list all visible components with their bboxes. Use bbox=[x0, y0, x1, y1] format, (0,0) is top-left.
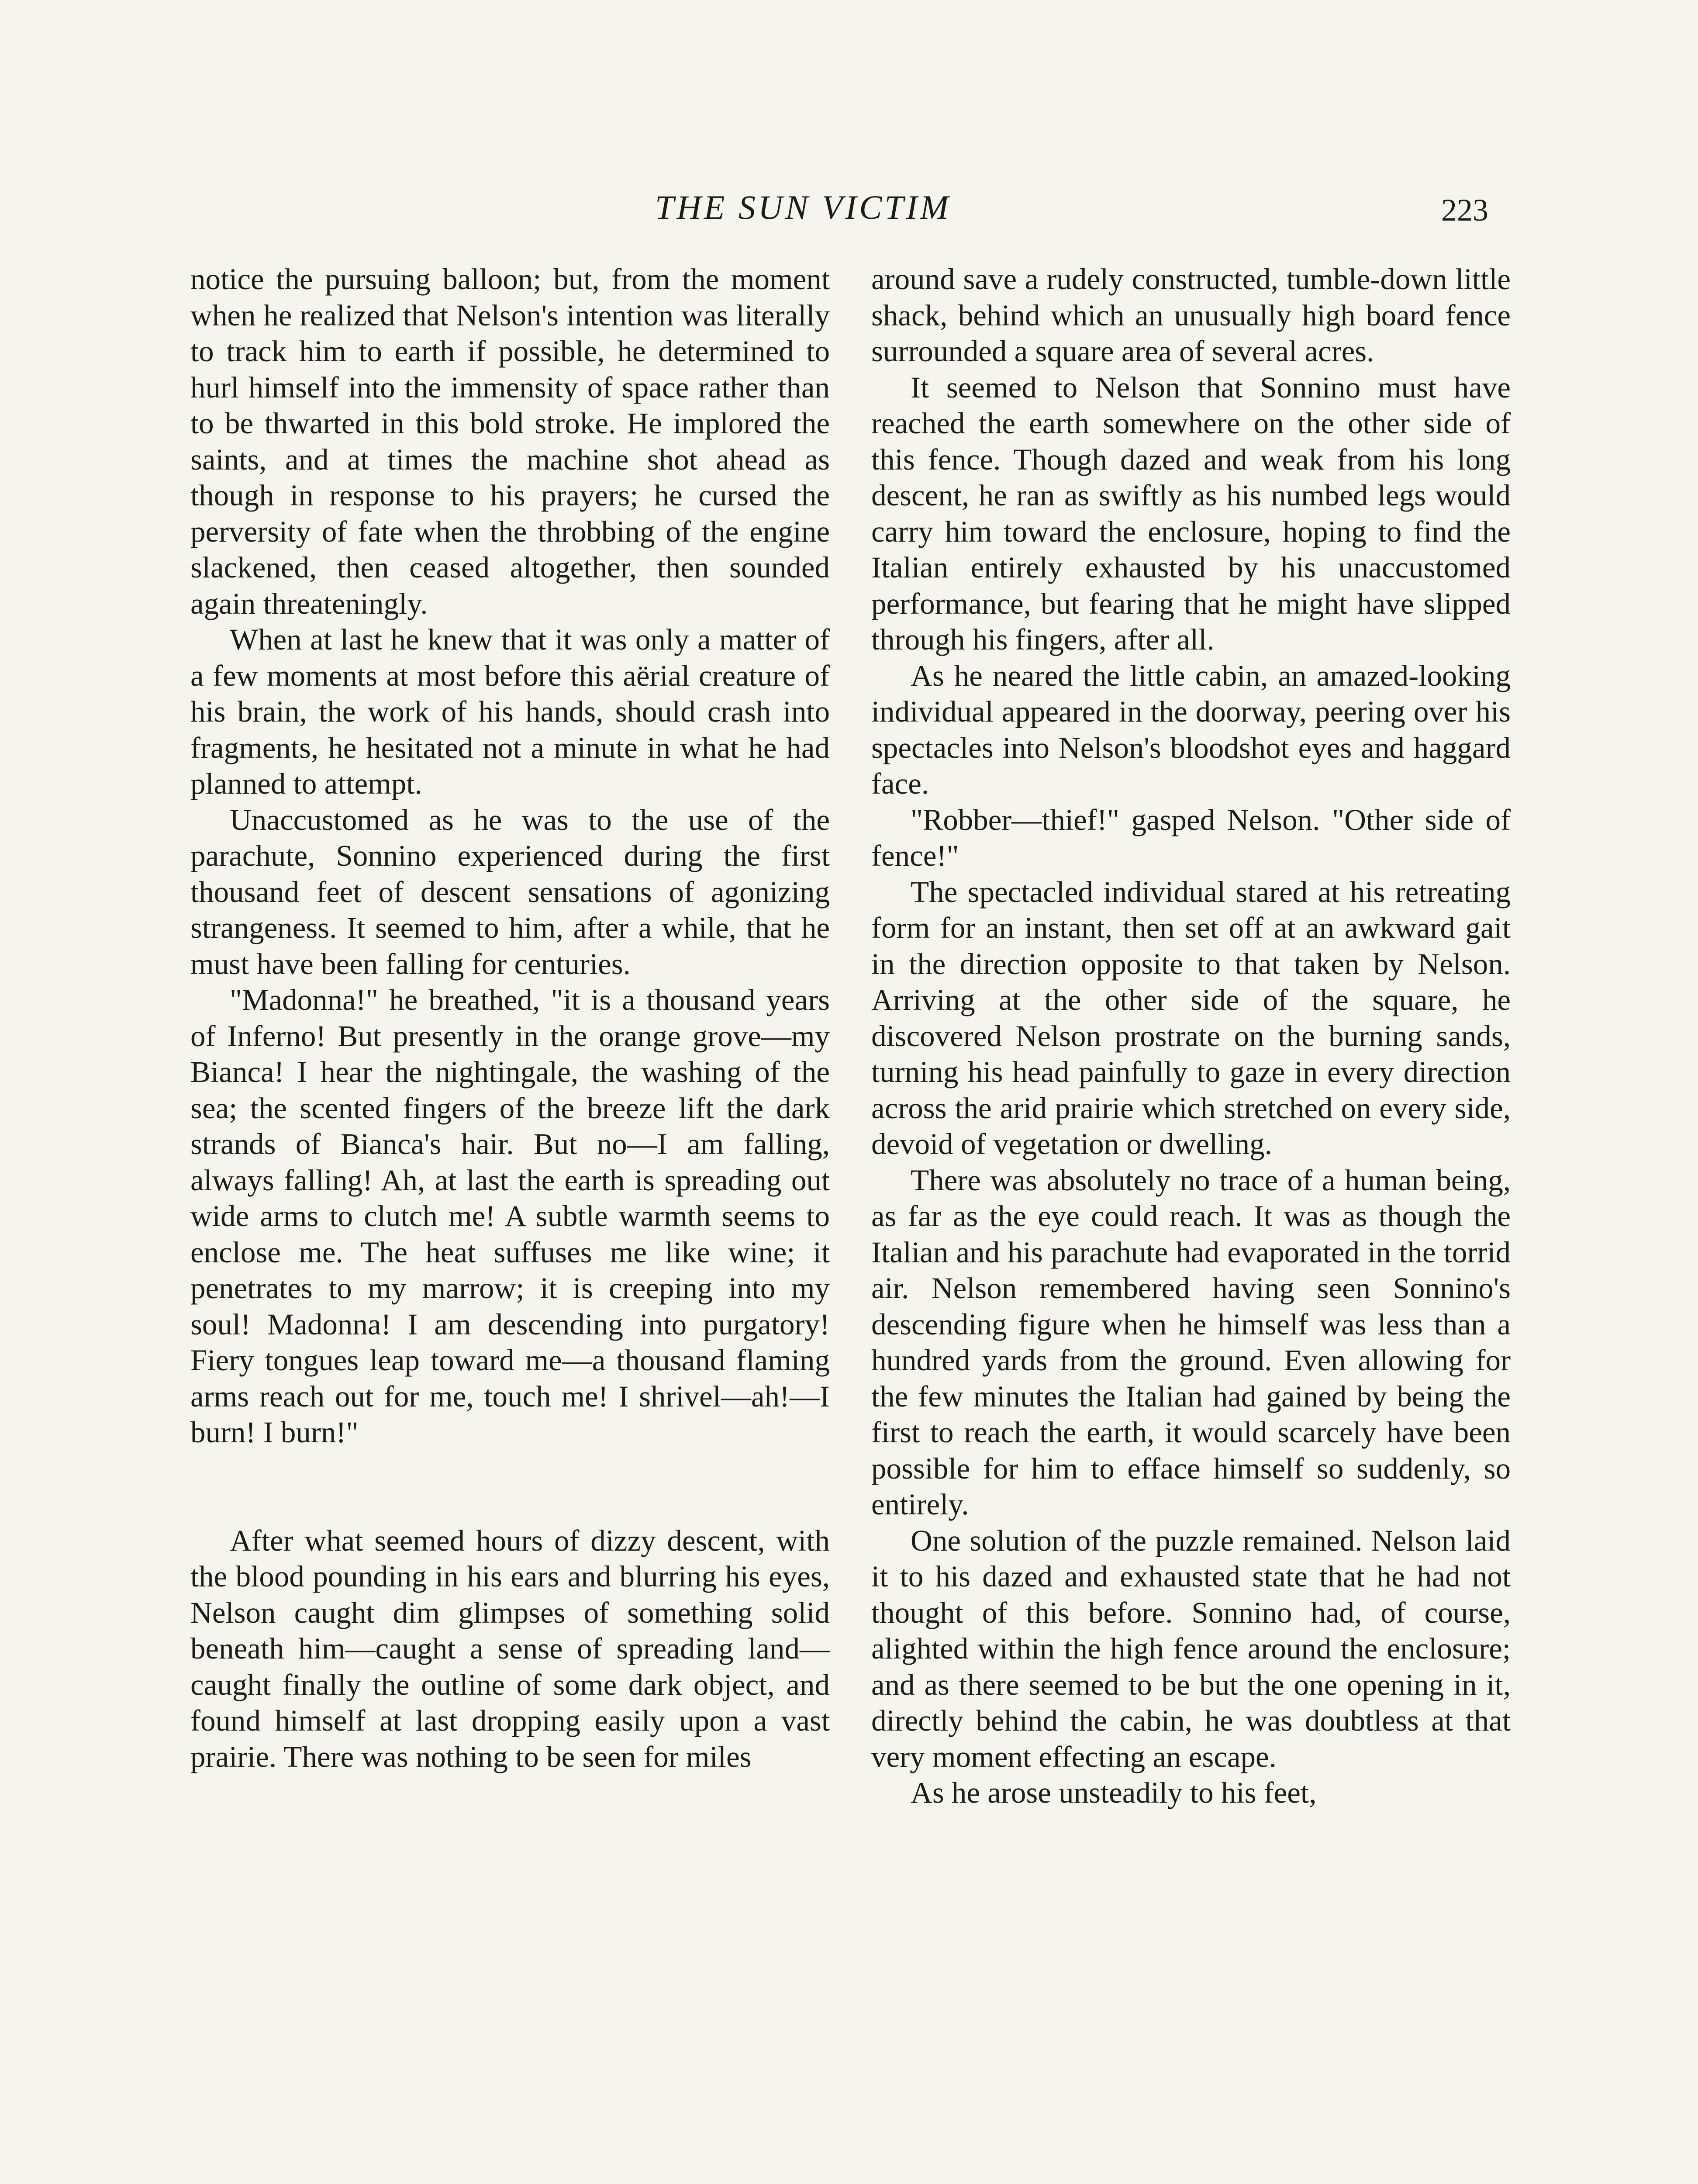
paragraph: As he arose unsteadily to his feet, bbox=[911, 1776, 1317, 1809]
paragraph: "Madonna!" he breathed, "it is a thousand years of Inferno! But presently in the orange grove—my Bianca! I hear the nightingale, the washing of the sea; the scented fingers of the breeze lift the dark strands of Bianca's hair. But no—I am falling, always falling! Ah, at last the earth is spreading out wide arms to clutch me! A subtle warmth seems to enclose me. The heat suffuses me like wine; it penetrates to my marrow; it is creeping into my soul! Madonna! I am descending into purgatory! Fiery tongues leap toward me—a thousand flaming arms reach out for me, touch me! I shrivel—ah!—I burn! I burn!" bbox=[190, 983, 830, 1449]
paragraph: As he neared the little cabin, an amazed-looking individual appeared in the doorway, peering over his spectacles into Nelson's bloodshot eyes and haggard face. bbox=[871, 659, 1511, 800]
paragraph: It seemed to Nelson that Sonnino must have reached the earth somewhere on the other side of this fence. Though dazed and weak from his long descent, he ran as swiftly as his numbed legs would carry him toward the enclosure, hoping to find the Italian entirely exhausted by his unaccustomed performance, but fearing that he might have slipped through his fingers, after all. bbox=[871, 370, 1511, 656]
paragraph: "Robber—thief!" gasped Nelson. "Other side of fence!" bbox=[871, 803, 1511, 872]
paragraph: After what seemed hours of dizzy descent, with the blood pounding in his ears and blurring his eyes, Nelson caught dim glimpses of something solid beneath him—caught a sense of spreading land—caught finally the outline of some dark object, and found himself at last dropping easily upon a vast prairie. There was nothing to be seen for miles bbox=[190, 1524, 830, 1773]
paragraph: The spectacled individual stared at his retreating form for an instant, then set off at an awkward gait in the direction opposite to that taken by Nelson. Arriving at the other side of the square, he discovered Nelson prostrate on the burning sands, turning his head painfully to gaze in every direction across the arid prairie which stretched on every side, devoid of vegetation or dwelling. bbox=[871, 875, 1511, 1161]
paragraph: around save a rudely constructed, tumble-down little shack, behind which an unusually high board fence surrounded a square area of several acres. bbox=[871, 263, 1511, 368]
paragraph: Unaccustomed as he was to the use of the parachute, Sonnino experienced during the first thousand feet of descent sensations of agonizing strangeness. It seemed to him, after a while, that he must have been falling for centuries. bbox=[190, 803, 830, 981]
paragraph: notice the pursuing balloon; but, from the moment when he realized that Nelson's intention was literally to track him to earth if possible, he determined to hurl himself into the immensity of space rather than to be thwarted in this bold stroke. He implored the saints, and at times the machine shot ahead as though in response to his prayers; he cursed the perversity of fate when the throbbing of the engine slackened, then ceased altogether, then sounded again threateningly. bbox=[190, 263, 830, 620]
paragraph: When at last he knew that it was only a matter of a few moments at most before this aërial creature of his brain, the work of his hands, should crash into fragments, he hesitated not a minute in what he had planned to attempt. bbox=[190, 623, 830, 800]
right-text-column bbox=[871, 261, 1511, 1811]
paragraph: There was absolutely no trace of a human being, as far as the eye could reach. It was as though the Italian and his parachute had evaporated in the torrid air. Nelson remembered having seen Sonnino's descending figure when he himself was less than a hundred yards from the ground. Even allowing for the few minutes the Italian had gained by being the first to reach the earth, it would scarcely have been possible for him to efface himself so suddenly, so entirely. bbox=[871, 1163, 1511, 1521]
paragraph: One solution of the puzzle remained. Nelson laid it to his dazed and exhausted state that he had not thought of this before. Sonnino had, of course, alighted within the high fence around the enclosure; and as there seemed to be but the one opening in it, directly behind the cabin, he was doubtless at that very moment effecting an escape. bbox=[871, 1524, 1511, 1773]
page-number: 223 bbox=[1441, 193, 1488, 228]
running-title: THE SUN VICTIM bbox=[655, 188, 951, 226]
left-text-column bbox=[190, 261, 830, 1775]
